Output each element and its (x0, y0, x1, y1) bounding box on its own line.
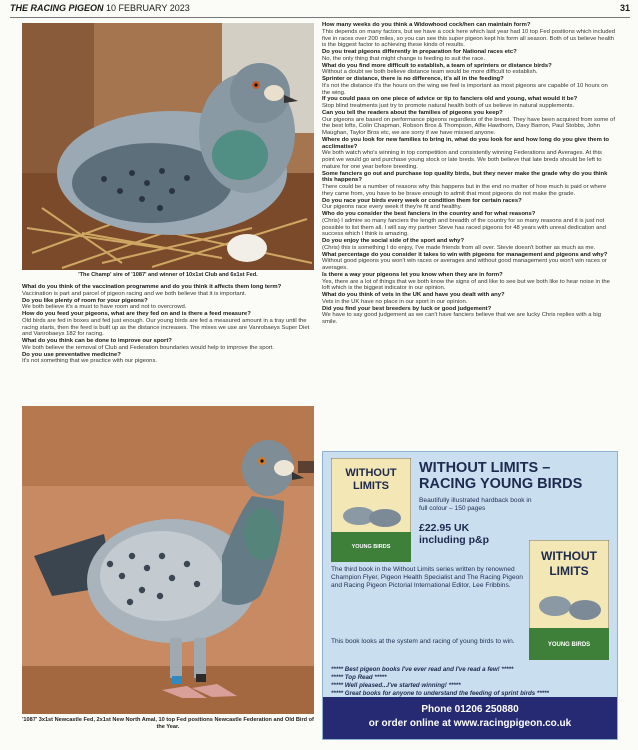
answer: Our pigeons are based on performance pigeons regardless of the breed. They have been acquired from some of the best lofts, Colin Chapman, Robson Bros & Thompson, Alfie Hawthorn, Davy Barron, Paul Stobbs, John Maughan, Taylor Bros etc, we are sorry if we have missed anyone. (322, 116, 615, 136)
question: Do you treat pigeons differently in preparation for National races etc? (322, 49, 517, 55)
photo-caption-bottom: '1087' 3x1st Newcastle Fed, 2x1st New North Amal, 10 top Fed positions Newcastle Federation and Old Bird of the Year. (22, 717, 314, 730)
answer: There could be a number of reasons why this happens but in the end no matter of how much is paid or where they came from, you have to be brave enough to admit that most pigeons do not make the grade. (322, 184, 607, 197)
answer: Our pigeons race every week if they're fit and healthy. (322, 204, 462, 211)
book-title-line1: WITHOUT (345, 467, 397, 479)
right-column-interview (322, 22, 616, 326)
question: Can you tell the readers about the families of pigeons you keep? (322, 109, 503, 116)
question: Some fanciers go out and purchase top quality birds, but they never make the grade why do you think this happens? (322, 170, 608, 184)
answer: We both believe the removal of Club and Federation boundaries would help to improve the sport. (22, 344, 275, 351)
price-amount: £22.95 UK (419, 522, 470, 534)
answer: (Chris) I admire so many fanciers the length and breadth of the country for so many reasons and it is just not possible to list them all. I will say my partner Steve has raced pigeons for 48 years with unreal dedication and success which I think is amazing. (322, 217, 606, 238)
photo-champ-pigeon (22, 23, 314, 270)
page-header (10, 3, 630, 18)
ad-title (419, 460, 611, 492)
answer: Old birds are fed in boxes and fed just enough. Our young birds are fed a measured amount in a tray until the racing starts, then the feed is built up as the distance increases. The mixes we use are Vanrobaeys Super Diet and Vanrobaeys 182 for racing. (22, 317, 310, 338)
answer: Vaccination is part and parcel of pigeon racing and we both believe that it is important. (22, 290, 247, 297)
price-shipping: including p&p (419, 534, 489, 546)
answer: We have to say good judgement as we can't have fanciers believe that we are lucky Chris replies with a big smile. (322, 312, 602, 325)
question: Do you like plenty of room for your pigeons? (22, 297, 148, 304)
answer: Yes, there are a lot of things that we both know the signs of and like to see but we both like to hear noise in the loft which is the biggest indicator in our opinion. (322, 278, 610, 292)
ad-subtitle: Beautifully illustrated hardback book in full colour – 150 pages (419, 497, 532, 513)
book-subtitle: YOUNG BIRDS (351, 544, 391, 550)
answer: Without good pigeons you won't win races or averages and without good management you won't win races or averages. (322, 258, 607, 271)
answer: No, the only thing that might change is feeding to suit the race. (322, 55, 486, 62)
issue-date: 10 FEBRUARY 2023 (106, 3, 190, 13)
question: Do you race your birds every week or condition them for certain races? (322, 197, 522, 204)
ad-description: The third book in the Without Limits series written by renowned Champion Flyer, Pigeon Health Specialist and The Racing Pigeon and Racing Pigeon Pictorial International Editor, Lee Fribbins. (331, 566, 523, 590)
book-advertisement (322, 451, 618, 740)
page-number: 31 (619, 3, 630, 13)
answer: This depends on many factors, but we have a cock here which last year had 10 top Fed positions which included five in races over 200 miles, so you can see this super pigeon kept his form all season. Both of us believe health is the biggest factor to achieving these kinds of results. (322, 28, 616, 49)
question: What do you find more difficult to establish, a team of sprinters or distance birds? (322, 62, 552, 69)
book-title-line2: LIMITS (352, 480, 390, 492)
photo-1087-pigeon (22, 406, 314, 714)
ad-order-link[interactable]: or order online at www.racingpigeon.co.uk (368, 718, 572, 729)
photo-caption-top: 'The Champ' sire of '1087' and winner of 10x1st Club and 6x1st Fed. (78, 272, 258, 278)
review: ***** Well pleased...I've started winning! ***** (331, 682, 461, 690)
answer: (Chris) this is something I do enjoy, I've made friends from all over. Stevie doesn't bother as much as me. (322, 244, 596, 251)
answer: We both watch who's winning in top competition and consistently winning Federations and Averages. At this point we would go and purchase young stock or late breds. We both believe that late breds should be left to mature for one year before breeding. (322, 150, 602, 170)
question: Do you use preventative medicine? (22, 351, 121, 358)
book-cover-left (331, 458, 411, 562)
question: What do you think of the vaccination programme and do you think it affects them long term? (22, 284, 282, 290)
answer: Stop blind treatments just try to promote natural health both of us believe in natural supplements. (322, 103, 575, 109)
ad-price (419, 522, 489, 546)
ad-title-line1: WITHOUT LIMITS – (419, 460, 551, 476)
question: Did you find your best breeders by luck or good judgement? (322, 305, 492, 312)
answer: It's not the distance it's the hours on the wing we feel is important as most pigeons are capable of 10 hours on the wing. (322, 82, 608, 96)
review: ***** Best pigeon books I've ever read and I've read a few! ***** (331, 666, 514, 673)
question: How do you feed your pigeons, what are they fed on and is there a feed measure? (22, 311, 251, 317)
question: What percentage do you consider it takes to win with pigeons for management and pigeons and why? (322, 251, 608, 258)
question: Is there a way your pigeons let you know when they are in form? (322, 271, 503, 278)
review: ***** Top Read ***** (331, 674, 387, 682)
book-subtitle: YOUNG BIRDS (547, 642, 591, 648)
question: Where do you look for new families to bring in, what do you look for and how long do you give them to acclimatise? (322, 136, 610, 150)
question: How many weeks do you think a Widowhood cock/hen can maintain form? (322, 22, 531, 28)
question: What do you think of vets in the UK and have you dealt with any? (322, 292, 505, 298)
answer: Without a doubt we both believe distance team would be more difficult to establish. (322, 69, 538, 76)
question: If you could pass on one piece of advice or tip to fanciers old and young, what would it be? (322, 96, 578, 103)
answer: It's not something that we practice with our pigeons. (22, 358, 158, 365)
ad-about: This book looks at the system and racing of young birds to win. (331, 638, 515, 645)
ad-reviews (331, 666, 613, 698)
question: Sprinter or distance, there is no difference, it's all in the feeding? (322, 76, 504, 82)
review: ***** Great books for anyone to understand the feeding of sprint birds ***** (331, 690, 549, 698)
ad-phone[interactable]: Phone 01206 250880 (421, 704, 519, 715)
question: Do you enjoy the social side of the sport and why? (322, 238, 465, 244)
question: What do you think can be done to improve our sport? (22, 338, 172, 344)
ad-contact-bar (323, 697, 617, 739)
left-column-interview (22, 284, 315, 365)
answer: We both believe it's a must to have room and not to overcrowd. (22, 304, 187, 311)
ad-title-line2: RACING YOUNG BIRDS (419, 476, 583, 492)
answer: Vets in the UK have no place in our sport in our opinion. (322, 298, 468, 305)
book-title-line2: LIMITS (549, 564, 589, 578)
book-title-line1: WITHOUT (541, 549, 597, 563)
question: Who do you consider the best fanciers in the country and for what reasons? (322, 211, 536, 217)
book-cover-right (529, 540, 609, 660)
publication-name: THE RACING PIGEON (10, 3, 104, 13)
